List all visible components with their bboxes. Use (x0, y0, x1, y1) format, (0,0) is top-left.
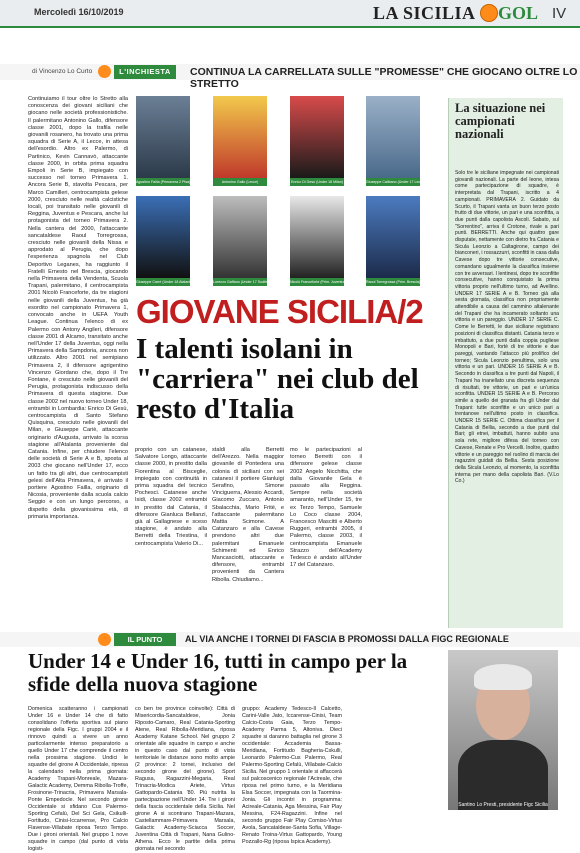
player-image (136, 196, 190, 278)
player-image (213, 96, 267, 178)
article-column: gruppo: Academy Tedesco-Il Calcetto, Carini-Valle Jato, Iccarense-Cinisi, Team Calcio-Costa Gaia, Terzo Tempo-Academy Parma 5, Altoniva. Dieci squadre si daranno battaglia nel girone 3 occidentale: Accademia Bassa-Meridiana, Fortitudo Bagheria-Cskulli, Leonardo Palermo-Cus Palermo, Real Palermo-Sporting Cefalù, Villabate-Calcio Sicilia. Nel gruppo 1 orientale si affaccerà sul palcoscenico regionale l'Acireale, che riposa nel primo turno, e la Meridiana Elsa Soccer, impegnata con la Taormina-Jonia. Gli incontri in programma: Acireale-Catania, Aga Messina, Fair Play Messina, F24-Ragazzini. Infine nel secondo gruppo Fair Play Comiso-Virtus Avola, Sancataldese-Santa Sofia, Village-Renato Troina-Virtus Gattopardo, Young Pozzallo-Rg (riposa Ispica Academy). (242, 706, 342, 845)
article-column-1: Continuiamo il tour oltre lo Stretto alla conoscenza dei giovani siciliani che giocano nelle società professionistiche. Il palermitano Antonino Gallo, difensore classe 2001, dopo la trafila nelle giovanili rosanero, ha trovato una prima squadra di Serie A, il Lecce, in attesa dell'esordio. Altro ex Palermo, di Partinico, Kevin Cannavò, attaccante classe 2000, in orbita prima squadra Empoli in Serie B, impiegato con successo nel torneo Primavera 1. Ancora Serie B, stavolta Pescara, per Marco Camilleri, centrocampista gelese 2000, cresciuto nelle realtà calcistiche locali, poi transitato nelle giovanili di Reggina, Juventus e Pescara, anche lui protagonista del torneo Primavera 2. Nella cantera del 2000, l'attaccante sancataldese Raoul Torregrossa, cresciuto nelle giovanili della Nissa e approdato al Perugia, che dopo l'esperienza spagnola nel Club Deportivo Leganes, ha raggiunto il Fratelli Ernesto nel Brescia, giocando nella Primavera della Vendenta, Scuola Trapani, palermitano, il centrocampista 2001 Nicolò Franceforte, da tre stagioni nelle giovanili della Juventus, ha già esordito nel campionato Primavera 1, convocato anche in UEFA Youth League. Continua l'elenco di ex Palermo con Antony Angileri, difensore classe 2001 di Alcamo, transitato anche nell'Under 17 della Juventus, oggi nella Primavera della Sampdoria, ancora non utilizzato. Altro 2001 nel semipiano Primavera 2, il difensore agrigentino Vincenzo Giordano che, dopo il Tre Fontane, è cresciuto nelle giovanili del Perugia, protagonista indiscusso della Primavera di questa stagione. Due classe 2002 nel nuovo torneo Under 18, entrambi in Lombardia: Enrico Di Gesù, centrocampista di Santo Stefano Quisquina, cresciuto nelle giovanili del Milan, e Giuseppe Cariè, attaccante originario d'Augusta, arrivato la scorsa stagione all'Atalanta proveniente dal Catania. Infine, per chiudere l'elenco delle società di Serie A e B, sposta al 2003 che giocano nell'Under 17, ecco un fatto tra gli altri, due centrocampisti gelesi dell'Alta Primavera, è arrivato il portiere Agostino Failla, originario di Nicosia, proveniente dalla scuola calcio Seggio e con un lungo percorso, a dispetto della giovanissima età, di primaria importanza. (28, 96, 128, 520)
top-bar (0, 0, 580, 28)
inchiesta-bar (0, 64, 580, 90)
article-column-3: staldi alla Berretti dell'Arezzo. Nella maggior giovanile di Pontedera una colonia di siciliani con sei catanesi il portiere Gianluigi Serafino, Simone Vinciguerra, Alessio Accardi, Giacomo Zuccaro, Antonio Sbalacchia, Mario Fritè, e l'attaccante palermitano Mattia Scimone. A Catanzaro e alla Cavese prendono altri due palermitani Emanuele Schimenti ed Enrico Mancasciotti, attaccante e difensore, entrambi provenienti da Cantera Ribolla. Chiudiamo... (212, 447, 284, 583)
photo-caption: Antonino Gallo (Lecce) (213, 178, 267, 186)
masthead: LA SICILIA (373, 3, 476, 23)
player-photo (213, 196, 272, 286)
feature-title: I talenti isolani in "carriera" nei club del resto d'Italia (136, 333, 419, 425)
football-icon (480, 4, 498, 22)
article-column: co ben tre province coinvolte): Città di Misericordia-Sancataldese, Jonia Riposto-Camaro, Real Catania-Sporting Atene, Real Ribolla-Meridiana, riposa Academy Katane School. Nel gruppo 2 orientate alle squadre in campo e anche in questo caso dal punto di vista territoriale le distanze sono molto ampie (2 province: 2 tornei, inclusivo del secondo girone del girone). Sport Ragusa, Ragazzini-Megaria, Real Trinacria-Modica Ariete, Virtus Gattopardo-Catania '80. Più nutrita la partecipazione nell'Under 14. Tre i gironi della fascia occidentale della Sicilia. Nel girone A si scontrano Trapani-Mazara, Castellammare-Primavera Marsala, Galactic Academy-Sciacca Soccer, Juventina Città di Trapani, Nana Gulino-Athena. Ecco le partite della prima giornata nel secondo (135, 706, 235, 852)
portrait-suit (458, 740, 548, 810)
portrait-hair (474, 664, 532, 690)
punto-bar (0, 632, 580, 647)
player-photo (136, 196, 194, 286)
photo-caption: Raoul Torregrossa (Prim. Brescia) (366, 280, 421, 284)
issue-date: Mercoledì 16/10/2019 (34, 7, 124, 17)
photo-caption: Enrico Di Gesù (Under 18 Milan) (291, 180, 343, 184)
sidebar-title: La situazione nei campionati nazionali (455, 101, 546, 141)
photo-caption: Lorenzo Gaffano (Under 17 Sudtirol) (213, 280, 272, 284)
section-tag: L'INCHIESTA (114, 65, 176, 79)
player-photo (213, 96, 267, 186)
football-icon (98, 65, 111, 78)
player-photo (366, 196, 420, 286)
player-image (290, 96, 344, 178)
player-photo (290, 96, 344, 186)
section-headline: CONTINUA LA CARRELLATA SULLE "PROMESSE" CHE GIOCANO OLTRE LO STRETTO (190, 66, 578, 90)
player-image (213, 196, 267, 278)
feature-kicker: GIOVANE SICILIA/2 (136, 293, 423, 330)
player-photo (136, 96, 190, 186)
photo-caption: Agostino Failla (Primavera 2 Pisa) (136, 180, 191, 184)
sidebar-box (448, 98, 563, 628)
article-title: Under 14 e Under 16, tutti in campo per la sfide della nuova stagione (28, 649, 408, 696)
sidebar-text: Solo tre le siciliane impegnate nei campionati giovanili nazionali. La parte del leone, intesa come partecipazione di squadre, è interpretata dal Trapani, iscritto a 4 campionati. PRIMAVERA 2. Guidato da Scurto, il Trapani vanta un buon terzo posto frutto di due vittorie, un pari e una sconfitta, a due punti dalla capolista Ascoli. Sabato, sul "Sorrentino", arriva il Crotone, rivale a pari punti. BERRETTI. Anche qui quattro gare disputate, nettamente con dietro fra Catania e Sicula Leonzio a Caltagirone, campo dei bianconeri, i rossazzurri, sconfitti in casa dalla Cavese dopo tre vittorie consecutive, comandano ugualmente la classifica insieme con tre avversari. I lentinesi, dopo tre sconfitte consecutive, hanno conquistato la prima vittoria proprio nell'ultimo turno, ad Avellino. UNDER 17 SERIE A e B. Torneo già alla sesta giornata, classifica non propriamente attendibile a causa del cammino altalenante del Trapani che ha incamerato soltanto una vittoria e un pareggio. UNDER 17 SERIE C. Come le Berretti, le due siciliane registrano posizioni di classifica distanti. Catania terzo e imbattuto, a due punti dalla coppia pugliese Monopoli e Bari, fortè di tre vittorie e due pareggi, vantando l'attacco più prolifico del torneo; Sicula Leonzio penultima, solo una vittoria e un pari. UNDER 16 SERIE A e B. Secondo in classifica a tre punti dal Napoli, il Trapani ha inanellato una discreta sequenza di risultati, tre vittorie, un pari e un'unica sconfitta. UNDER 15 SERIE A e B. Percorso simile a quello dei granata fra gli Under dal Trapani: tutte sconfitte e un unico pari a trentanove nell'ultimo posto in classifica. UNDER 15 SERIE C. Ottima classifica per il Catania di Bellia, secondo a due punti dal Bari; gli etnei, imbattuti, hanno subito una sola rete, migliore difesa del torneo con Cavese, Renate e Pro Vercelli. Inoltre, quattro vittorie e un pareggio nel ruolino di marcia dei ragazzini guidati da Bellia. Sesta posizione della Sicula Leonzio, al momento, la sconfitta interna per mano della capolista Bari. (V.Lo Co.) (455, 170, 559, 485)
author: di Vincenzo Lo Curto (32, 68, 93, 75)
portrait-photo (448, 650, 558, 810)
masthead-gol: GOL (498, 3, 539, 23)
player-photo (366, 96, 426, 186)
section-tag: IL PUNTO (114, 633, 176, 646)
photo-caption: Giuseppe Carrè (Under 18 Atalanta) (136, 280, 194, 284)
photo-caption: Giuseppe Calibano (Under 17 Lecco) (366, 180, 426, 184)
player-photo (290, 196, 347, 286)
player-image (136, 96, 190, 178)
article-column-4: mo le partecipazioni al torneo Berretti con il difensore gelese classe 2002 Angelo Nicchitta, che dalla Giovanile Gela è passato alla Reggina. Sempre nella società amaranto, nell'Under 15, tre ex Terzo Tempo, Samuele Lo Coco classe 2004, Francesco Mascitti e Alberto Ruggeri, entrambi 2005, il Palermo, classe 2003, il centrocampista Emanuele Strazzo dell'Academy Tedesco è andato all'Under 17 del Catanzaro. (290, 447, 362, 569)
player-image (290, 196, 344, 278)
photo-caption: Nicolò Franceforte (Prim. Juventus) (290, 280, 347, 284)
section-headline: AL VIA ANCHE I TORNEI DI FASCIA B PROMOSSI DALLA FIGC REGIONALE (185, 634, 509, 644)
player-image (366, 196, 420, 278)
page-number: IV (552, 5, 567, 22)
player-image (366, 96, 420, 178)
football-icon (98, 633, 111, 646)
article-column-2: proprio con un catanese, Salvatore Longo, attaccante classe 2000, in prestito dalla Fiorentina al Bisceglie, impiegato con continuità in prima squadra del tecnico Pochesci. Catanese anche Isidi, classe 2002 entrambi in prestito dal Catania, il difensore Gianluca Bellanzi, già al Gallagnese e sceso stagione, è andato alla Berretti della Triestina, il centrocampista Valerio Di... (135, 447, 207, 547)
article-column: Domenica scatteranno i campionati Under 16 e Under 14 che di fatto consolidano l'offerta sportiva sul piano regionale della Figc. I gruppi 2004 e il rinnovo quindi a vivere un anno particolarmente intenso preparatorio a quello Under 17 che comprende il centro nella prossima stagione. Undici le squadre del girone A Occidentale, ripresa la calendario nella prima giornata: Academy Trapani-Monreale, Mazara-Galactic Academy, Demma Ribolla-Troffe, Frosinone-Trinacria, Primavera Marsala-Ponte Empedocle. Nel secondo girone Occidentale si sfidano Cus Palermo-Sporting Cefalù, Del Sci Gela, Csikulli-Fortitudo, Cinisi-Iccarrense, Pro Calcio Flavense-Villabate riposa Terzo Tempo. Due i gironi orientali. Nel gruppo 1 nove squadre in campo (dal punto di vista logisti- (28, 706, 128, 852)
photo-caption: Santino Lo Presti, presidente Figc Sicilia (458, 802, 548, 808)
